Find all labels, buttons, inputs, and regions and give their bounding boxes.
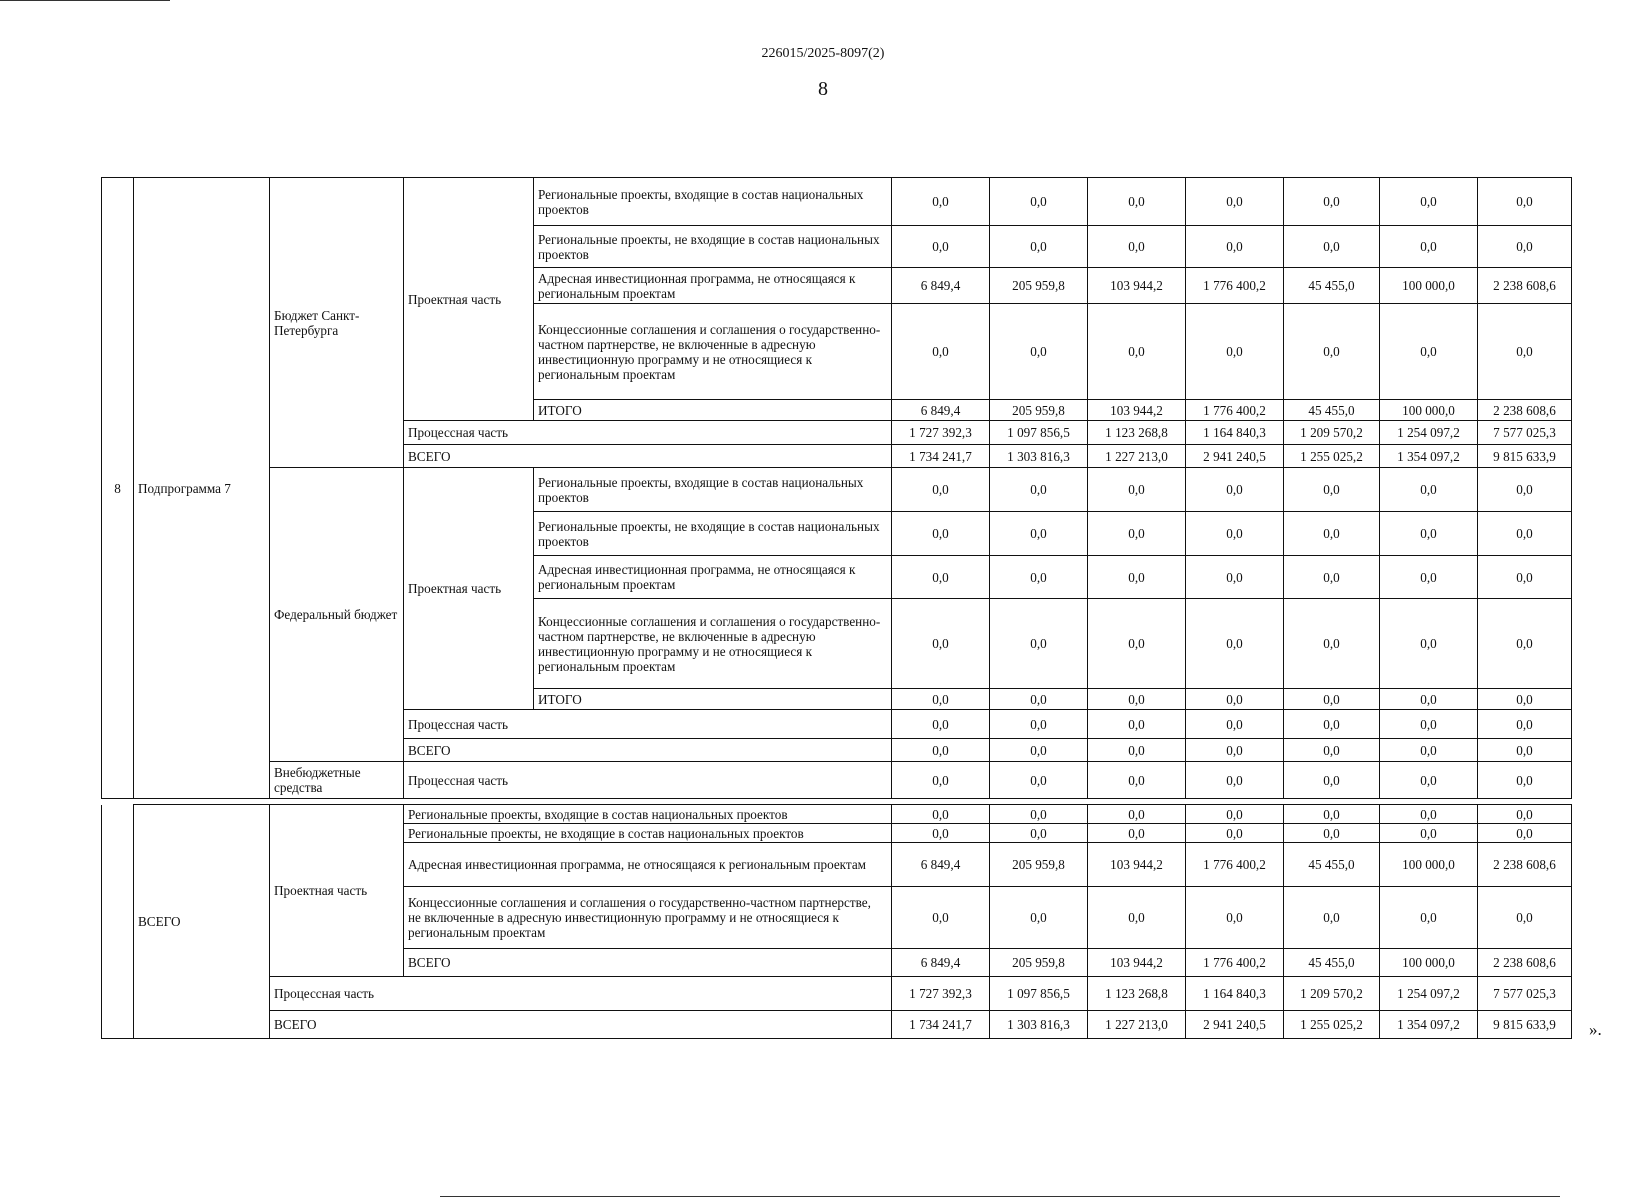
value-cell: 0,0	[1284, 178, 1380, 226]
item-label-cell: Региональные проекты, входящие в состав национальных проектов	[404, 805, 892, 824]
value-cell: 0,0	[1186, 304, 1284, 400]
value-cell: 1 354 097,2	[1380, 445, 1478, 468]
value-cell: 0,0	[1186, 556, 1284, 599]
value-cell: 0,0	[1186, 710, 1284, 739]
value-cell: 1 227 213,0	[1088, 445, 1186, 468]
value-cell: 0,0	[1380, 762, 1478, 799]
value-cell: 0,0	[990, 599, 1088, 689]
value-cell: 100 000,0	[1380, 400, 1478, 421]
value-cell: 1 123 268,8	[1088, 977, 1186, 1011]
process-part-cell: Процессная часть	[404, 710, 892, 739]
value-cell: 205 959,8	[990, 400, 1088, 421]
value-cell: 100 000,0	[1380, 949, 1478, 977]
total-part-cell: ВСЕГО	[404, 739, 892, 762]
grand-total-table	[101, 804, 1572, 1039]
value-cell: 0,0	[892, 710, 990, 739]
value-cell: 0,0	[1088, 512, 1186, 556]
value-cell: 0,0	[1380, 887, 1478, 949]
value-cell: 0,0	[1478, 599, 1572, 689]
value-cell: 0,0	[990, 556, 1088, 599]
value-cell: 0,0	[1186, 468, 1284, 512]
value-cell: 0,0	[1380, 178, 1478, 226]
value-cell: 7 577 025,3	[1478, 977, 1572, 1011]
value-cell: 0,0	[990, 468, 1088, 512]
value-cell: 0,0	[892, 689, 990, 710]
value-cell: 205 959,8	[990, 268, 1088, 304]
value-cell: 0,0	[1284, 710, 1380, 739]
value-cell: 0,0	[1088, 805, 1186, 824]
value-cell: 0,0	[892, 599, 990, 689]
value-cell: 0,0	[1284, 887, 1380, 949]
value-cell: 0,0	[1186, 599, 1284, 689]
value-cell: 0,0	[1088, 887, 1186, 949]
value-cell: 0,0	[1478, 710, 1572, 739]
subprogram-cell: Подпрограмма 7	[134, 178, 270, 799]
value-cell: 0,0	[990, 887, 1088, 949]
value-cell: 1 209 570,2	[1284, 977, 1380, 1011]
value-cell: 2 238 608,6	[1478, 400, 1572, 421]
item-label-cell: Региональные проекты, не входящие в состав национальных проектов	[534, 512, 892, 556]
value-cell: 1 164 840,3	[1186, 977, 1284, 1011]
value-cell: 0,0	[1186, 824, 1284, 843]
value-cell: 1 164 840,3	[1186, 421, 1284, 445]
value-cell: 0,0	[990, 824, 1088, 843]
project-part-cell: Проектная часть	[270, 805, 404, 977]
value-cell: 1 254 097,2	[1380, 977, 1478, 1011]
value-cell: 0,0	[1380, 304, 1478, 400]
value-cell: 0,0	[990, 178, 1088, 226]
value-cell: 2 941 240,5	[1186, 1011, 1284, 1039]
value-cell: 0,0	[1380, 824, 1478, 843]
value-cell: 1 776 400,2	[1186, 268, 1284, 304]
value-cell: 0,0	[1088, 556, 1186, 599]
value-cell: 9 815 633,9	[1478, 1011, 1572, 1039]
item-label-cell: Региональные проекты, входящие в состав национальных проектов	[534, 468, 892, 512]
row-number-continuation	[102, 805, 134, 1039]
value-cell: 0,0	[1380, 468, 1478, 512]
scan-artifact-line	[440, 1196, 1560, 1197]
value-cell: 2 941 240,5	[1186, 445, 1284, 468]
value-cell: 0,0	[1088, 824, 1186, 843]
value-cell: 0,0	[1284, 512, 1380, 556]
value-cell: 0,0	[1284, 805, 1380, 824]
row-number-cell: 8	[102, 178, 134, 799]
value-cell: 0,0	[892, 226, 990, 268]
value-cell: 0,0	[892, 824, 990, 843]
value-cell: 0,0	[1478, 739, 1572, 762]
value-cell: 0,0	[1088, 468, 1186, 512]
value-cell: 0,0	[990, 805, 1088, 824]
value-cell: 0,0	[990, 226, 1088, 268]
value-cell: 0,0	[1380, 226, 1478, 268]
source-federal-cell: Федеральный бюджет	[270, 468, 404, 762]
value-cell: 0,0	[1478, 468, 1572, 512]
total-part-cell: ВСЕГО	[270, 1011, 892, 1039]
closing-quote-mark: ».	[1589, 1020, 1602, 1039]
value-cell: 0,0	[1186, 689, 1284, 710]
value-cell: 0,0	[1478, 226, 1572, 268]
process-part-cell: Процессная часть	[404, 421, 892, 445]
value-cell: 1 734 241,7	[892, 445, 990, 468]
value-cell: 45 455,0	[1284, 949, 1380, 977]
value-cell: 0,0	[1088, 178, 1186, 226]
value-cell: 0,0	[892, 556, 990, 599]
item-label-cell: Региональные проекты, не входящие в состав национальных проектов	[404, 824, 892, 843]
value-cell: 0,0	[1380, 805, 1478, 824]
value-cell: 100 000,0	[1380, 268, 1478, 304]
itogo-label-cell: ИТОГО	[534, 400, 892, 421]
value-cell: 0,0	[1284, 689, 1380, 710]
item-label-cell: Региональные проекты, не входящие в состав национальных проектов	[534, 226, 892, 268]
value-cell: 9 815 633,9	[1478, 445, 1572, 468]
scan-artifact-line	[0, 0, 170, 1]
value-cell: 0,0	[1186, 739, 1284, 762]
value-cell: 1 776 400,2	[1186, 400, 1284, 421]
table-row	[102, 1011, 1572, 1039]
process-part-cell: Процессная часть	[270, 977, 892, 1011]
value-cell: 0,0	[1186, 178, 1284, 226]
table-row	[102, 178, 1572, 226]
value-cell: 0,0	[1380, 599, 1478, 689]
value-cell: 1 123 268,8	[1088, 421, 1186, 445]
item-label-cell: Концессионные соглашения и соглашения о государственно-частном партнерстве, не включенные в адресную инвестиционную программу и не относящиеся к региональным проектам	[534, 599, 892, 689]
value-cell: 1 209 570,2	[1284, 421, 1380, 445]
value-cell: 0,0	[1186, 805, 1284, 824]
value-cell: 0,0	[1284, 556, 1380, 599]
source-offbudget-cell: Внебюджетные средства	[270, 762, 404, 799]
item-label-cell: Региональные проекты, входящие в состав национальных проектов	[534, 178, 892, 226]
value-cell: 0,0	[1380, 710, 1478, 739]
value-cell: 0,0	[1284, 304, 1380, 400]
value-cell: 1 776 400,2	[1186, 843, 1284, 887]
table-row	[102, 977, 1572, 1011]
value-cell: 0,0	[1284, 468, 1380, 512]
value-cell: 1 097 856,5	[990, 421, 1088, 445]
value-cell: 0,0	[892, 468, 990, 512]
value-cell: 1 255 025,2	[1284, 1011, 1380, 1039]
item-label-cell: Адресная инвестиционная программа, не относящаяся к региональным проектам	[404, 843, 892, 887]
value-cell: 0,0	[1380, 689, 1478, 710]
value-cell: 7 577 025,3	[1478, 421, 1572, 445]
value-cell: 0,0	[1478, 762, 1572, 799]
value-cell: 100 000,0	[1380, 843, 1478, 887]
value-cell: 0,0	[1284, 599, 1380, 689]
grand-total-label-cell: ВСЕГО	[134, 805, 270, 1039]
value-cell: 0,0	[990, 710, 1088, 739]
value-cell: 0,0	[1088, 304, 1186, 400]
value-cell: 0,0	[1284, 226, 1380, 268]
value-cell: 6 849,4	[892, 843, 990, 887]
project-part-cell: Проектная часть	[404, 178, 534, 421]
value-cell: 0,0	[892, 304, 990, 400]
value-cell: 1 303 816,3	[990, 445, 1088, 468]
value-cell: 1 227 213,0	[1088, 1011, 1186, 1039]
value-cell: 1 255 025,2	[1284, 445, 1380, 468]
value-cell: 0,0	[990, 689, 1088, 710]
value-cell: 0,0	[892, 887, 990, 949]
value-cell: 0,0	[1186, 226, 1284, 268]
value-cell: 0,0	[1478, 824, 1572, 843]
value-cell: 0,0	[1088, 599, 1186, 689]
value-cell: 2 238 608,6	[1478, 268, 1572, 304]
total-part-cell: ВСЕГО	[404, 949, 892, 977]
value-cell: 0,0	[1380, 556, 1478, 599]
value-cell: 6 849,4	[892, 268, 990, 304]
budget-table	[101, 177, 1572, 799]
value-cell: 0,0	[1380, 739, 1478, 762]
value-cell: 0,0	[1186, 512, 1284, 556]
value-cell: 0,0	[1088, 689, 1186, 710]
value-cell: 0,0	[1284, 824, 1380, 843]
value-cell: 2 238 608,6	[1478, 949, 1572, 977]
value-cell: 1 303 816,3	[990, 1011, 1088, 1039]
itogo-label-cell: ИТОГО	[534, 689, 892, 710]
value-cell: 205 959,8	[990, 949, 1088, 977]
value-cell: 0,0	[892, 762, 990, 799]
value-cell: 1 354 097,2	[1380, 1011, 1478, 1039]
item-label-cell: Концессионные соглашения и соглашения о государственно-частном партнерстве, не включенные в адресную инвестиционную программу и не относящиеся к региональным проектам	[404, 887, 892, 949]
table-row	[102, 468, 1572, 512]
value-cell: 0,0	[1088, 739, 1186, 762]
value-cell: 1 727 392,3	[892, 977, 990, 1011]
document-id: 226015/2025-8097(2)	[761, 46, 885, 61]
value-cell: 0,0	[990, 739, 1088, 762]
value-cell: 0,0	[1478, 178, 1572, 226]
value-cell: 6 849,4	[892, 400, 990, 421]
value-cell: 0,0	[1284, 739, 1380, 762]
value-cell: 0,0	[990, 304, 1088, 400]
value-cell: 0,0	[1380, 512, 1478, 556]
value-cell: 0,0	[1088, 226, 1186, 268]
value-cell: 1 776 400,2	[1186, 949, 1284, 977]
value-cell: 1 254 097,2	[1380, 421, 1478, 445]
value-cell: 0,0	[1478, 887, 1572, 949]
value-cell: 103 944,2	[1088, 843, 1186, 887]
value-cell: 45 455,0	[1284, 268, 1380, 304]
value-cell: 0,0	[892, 178, 990, 226]
value-cell: 103 944,2	[1088, 949, 1186, 977]
value-cell: 0,0	[1478, 304, 1572, 400]
value-cell: 0,0	[1186, 762, 1284, 799]
value-cell: 0,0	[990, 512, 1088, 556]
value-cell: 0,0	[990, 762, 1088, 799]
table-row	[102, 762, 1572, 799]
value-cell: 0,0	[1284, 762, 1380, 799]
value-cell: 0,0	[1088, 762, 1186, 799]
value-cell: 0,0	[892, 805, 990, 824]
value-cell: 0,0	[892, 512, 990, 556]
value-cell: 0,0	[1478, 805, 1572, 824]
value-cell: 0,0	[1186, 887, 1284, 949]
value-cell: 0,0	[892, 739, 990, 762]
value-cell: 2 238 608,6	[1478, 843, 1572, 887]
value-cell: 1 097 856,5	[990, 977, 1088, 1011]
table-row	[102, 805, 1572, 824]
value-cell: 45 455,0	[1284, 843, 1380, 887]
value-cell: 0,0	[1478, 556, 1572, 599]
source-spb-cell: Бюджет Санкт-Петербурга	[270, 178, 404, 468]
value-cell: 0,0	[1088, 710, 1186, 739]
process-part-cell: Процессная часть	[404, 762, 892, 799]
value-cell: 0,0	[1478, 689, 1572, 710]
page-number: 8	[818, 78, 828, 100]
item-label-cell: Адресная инвестиционная программа, не относящаяся к региональным проектам	[534, 268, 892, 304]
item-label-cell: Адресная инвестиционная программа, не относящаяся к региональным проектам	[534, 556, 892, 599]
value-cell: 45 455,0	[1284, 400, 1380, 421]
item-label-cell: Концессионные соглашения и соглашения о государственно-частном партнерстве, не включенные в адресную инвестиционную программу и не относящиеся к региональным проектам	[534, 304, 892, 400]
value-cell: 1 734 241,7	[892, 1011, 990, 1039]
value-cell: 6 849,4	[892, 949, 990, 977]
value-cell: 103 944,2	[1088, 268, 1186, 304]
value-cell: 1 727 392,3	[892, 421, 990, 445]
total-part-cell: ВСЕГО	[404, 445, 892, 468]
value-cell: 103 944,2	[1088, 400, 1186, 421]
value-cell: 0,0	[1478, 512, 1572, 556]
project-part-cell: Проектная часть	[404, 468, 534, 710]
value-cell: 205 959,8	[990, 843, 1088, 887]
